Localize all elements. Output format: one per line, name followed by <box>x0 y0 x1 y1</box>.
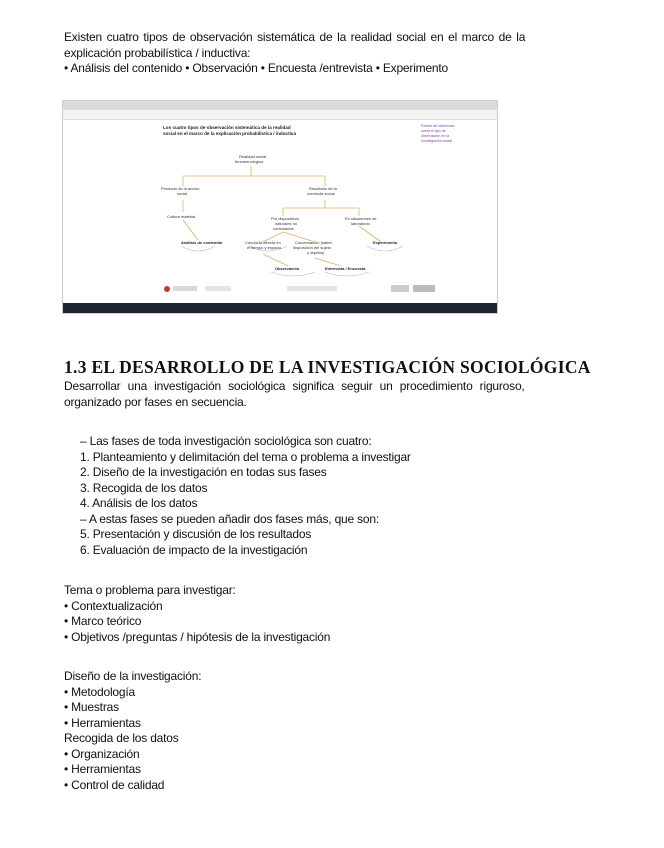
tema-item-2: • Marco teórico <box>64 614 142 628</box>
phases-extra-intro: – A estas fases se pueden añadir dos fases más, que son: <box>80 511 380 526</box>
intro-bullets: • Análisis del contenido • Observación • Encuesta /entrevista • Experimento <box>64 61 449 75</box>
node-dispositivos-2: naturales no <box>275 221 298 226</box>
node-left-1: Producto de la acción <box>161 186 200 191</box>
diagram-note-line-3: observación en la <box>421 134 450 138</box>
browser-address-bar <box>63 110 497 120</box>
node-conversacion-2: disposición del sujeto <box>293 245 332 250</box>
intro-line-2: explicación probabilística / inductiva: <box>64 45 251 60</box>
intro-line-1: Existen cuatro tipos de observación sistemática de la realidad social en el marco de la <box>64 30 526 44</box>
phase-6: 6. Evaluación de impacto de la investigación <box>80 542 308 557</box>
section-intro <box>64 379 604 410</box>
phases-list <box>80 434 620 558</box>
phases-intro: – Las fases de toda investigación sociológica son cuatro: <box>80 434 372 448</box>
node-root-1: Realidad social <box>239 154 267 159</box>
phase-3: 3. Recogida de los datos <box>80 480 208 495</box>
node-directa-1: Conducta directa en <box>245 240 281 245</box>
diagram-note-line-1: Fuente de referencia <box>421 124 455 128</box>
node-contenido: Análisis de contenido <box>181 240 223 245</box>
section-intro-line-1: Desarrollar una investigación sociológica significa seguir un procedimiento riguroso, <box>64 379 525 393</box>
phase-4: 4. Análisis de los datos <box>80 496 198 510</box>
node-left-2: social <box>177 191 188 196</box>
node-experimento: Experimento <box>373 240 398 245</box>
tema-title: Tema o problema para investigar: <box>64 583 236 597</box>
tema-item-1: • Contextualización <box>64 598 163 613</box>
diagram-title-line-2: social en el marco de la explicación probabilística / inductiva <box>163 131 297 136</box>
node-right-2: conducta social <box>307 191 335 196</box>
phase-5: 5. Presentación y discusión de los resultados <box>80 527 312 541</box>
diagram-footer-logos <box>164 285 435 292</box>
node-right-1: Resultado de la <box>309 186 337 191</box>
node-laboratorio-1: En situaciones de <box>345 216 377 221</box>
node-dispositivos-1: Por dispositivos <box>271 216 300 221</box>
recogida-item-3: • Control de calidad <box>64 777 165 792</box>
diagram-title-line-1: Los cuatro tipos de observación sistemática de la realidad <box>163 125 291 130</box>
recogida-item-2: • Herramientas <box>64 762 141 776</box>
diseno-block <box>64 669 604 793</box>
diseno-item-1: • Metodología <box>64 684 135 699</box>
node-observacion: Observación <box>275 266 300 271</box>
embedded-screenshot <box>62 100 498 314</box>
node-encuesta: Entrevista / Encuesta <box>325 266 366 271</box>
os-taskbar <box>63 303 497 313</box>
recogida-title: Recogida de los datos <box>64 731 179 745</box>
diseno-title: Diseño de la investigación: <box>64 669 202 683</box>
section-intro-line-2: organizado por fases en secuencia. <box>64 394 247 409</box>
node-cultura: Cultura material <box>167 214 196 219</box>
intro-paragraph <box>64 30 604 77</box>
sociology-diagram <box>63 120 497 303</box>
diseno-item-3: • Herramientas <box>64 715 141 730</box>
node-dispositivos-3: controlados <box>273 226 294 231</box>
phase-1: 1. Planteamiento y delimitación del tema o problema a investigar <box>80 449 411 464</box>
recogida-item-1: • Organización <box>64 746 140 761</box>
browser-tab-bar <box>63 101 497 110</box>
tema-item-3: • Objetivos /preguntas / hipótesis de la investigación <box>64 629 331 644</box>
section-heading: 1.3 EL DESARROLLO DE LA INVESTIGACIÓN SOCIOLÓGICA <box>64 357 591 377</box>
node-root-2: fenomenológica <box>235 159 264 164</box>
diagram-note-line-4: investigación social <box>421 139 452 143</box>
diagram-note-line-2: sobre el tipo de <box>421 129 446 133</box>
tema-block <box>64 583 604 645</box>
phase-2: 2. Diseño de la investigación en todas sus fases <box>80 465 327 479</box>
diseno-item-2: • Muestras <box>64 700 119 714</box>
node-laboratorio-2: laboratorio <box>351 221 370 226</box>
node-conversacion-1: Conversación (saber, <box>295 240 333 245</box>
diagram-accent-curves <box>181 246 403 276</box>
node-conversacion-3: y objetos) <box>307 250 325 255</box>
node-directa-2: el tiempo y espacio <box>247 245 282 250</box>
